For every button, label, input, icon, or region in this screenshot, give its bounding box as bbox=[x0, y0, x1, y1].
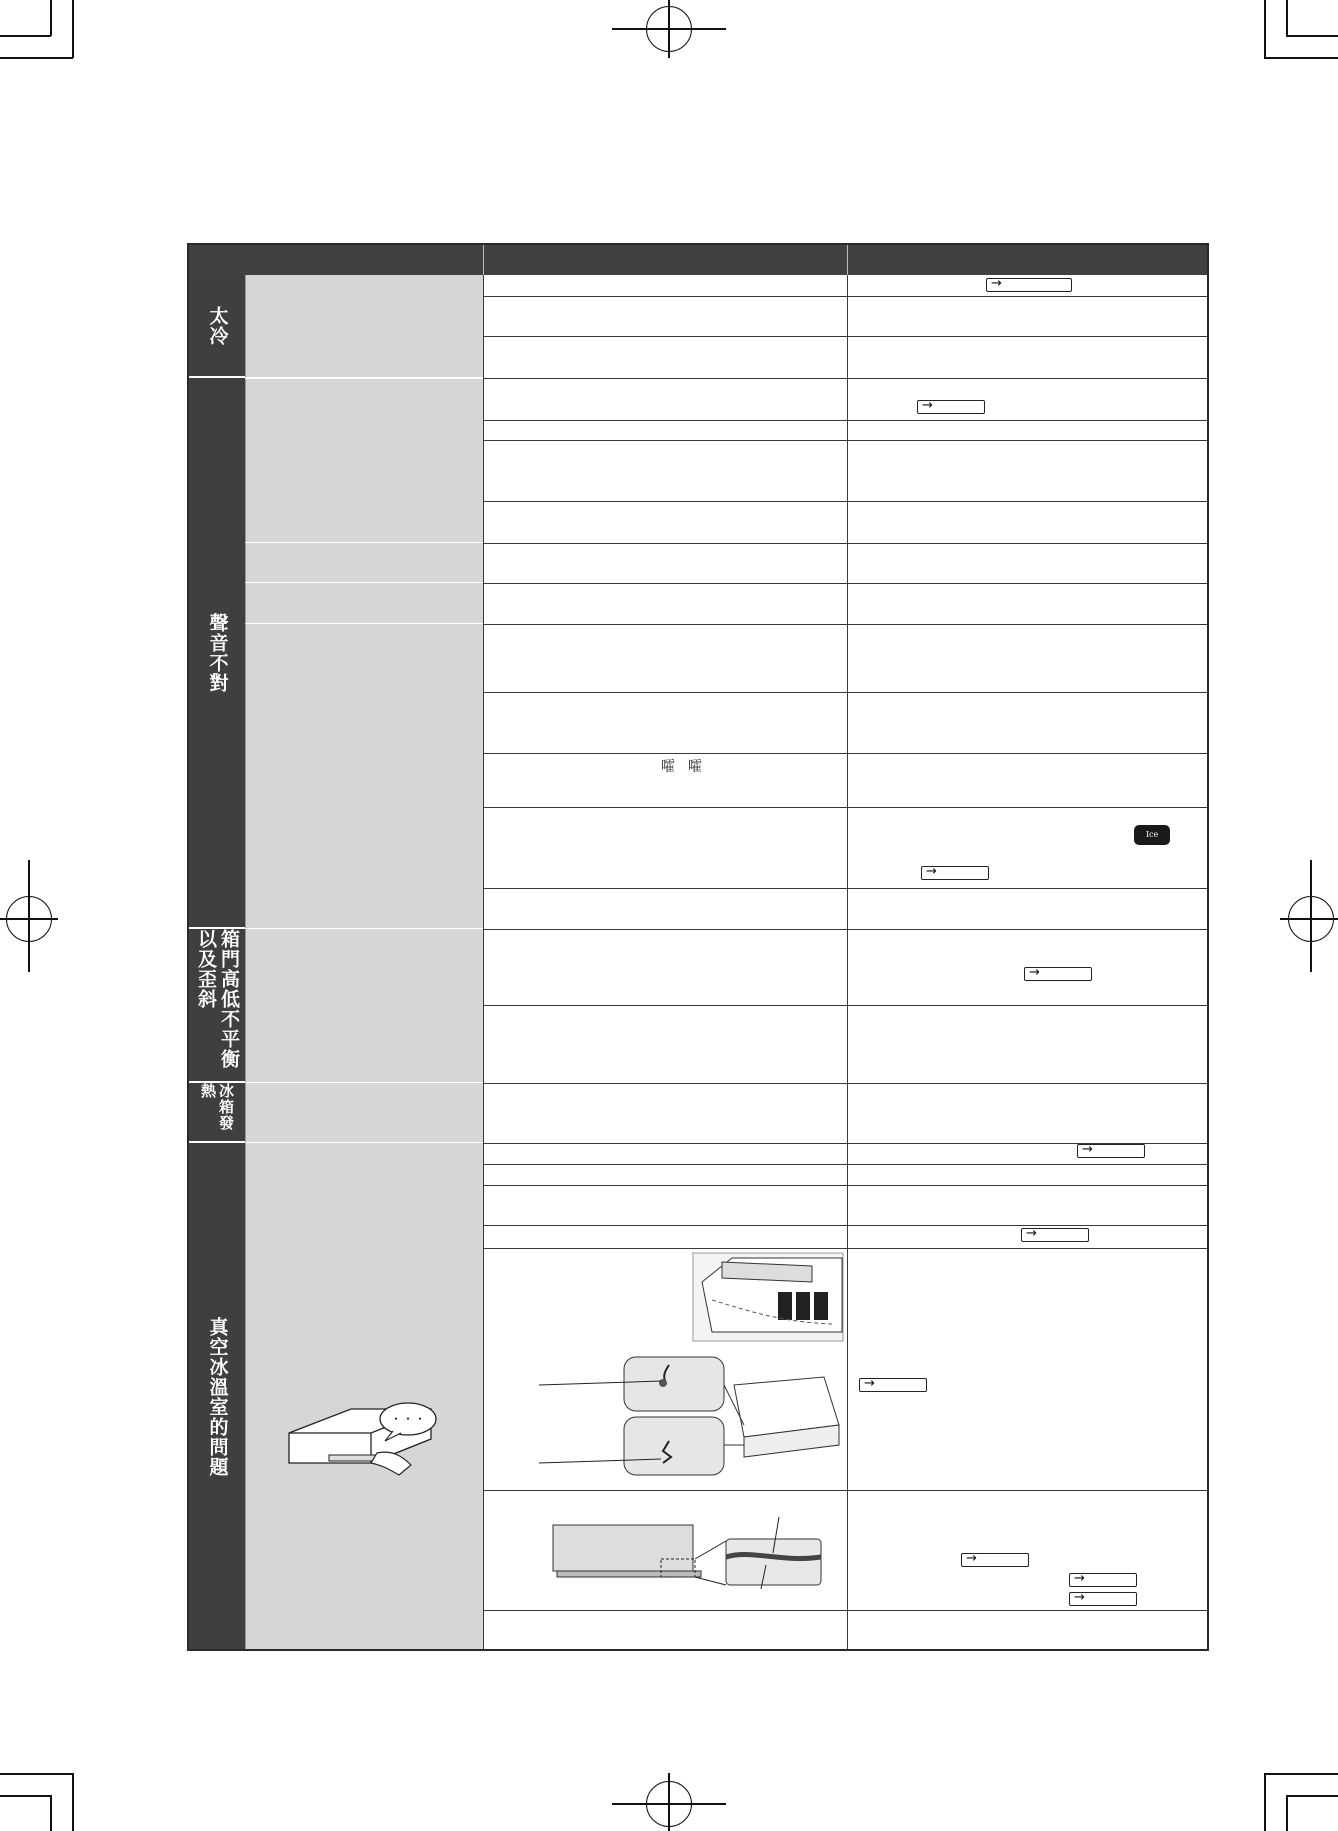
crop-mark bbox=[1264, 1773, 1266, 1831]
header-remedy bbox=[848, 245, 1209, 275]
crop-mark bbox=[72, 1773, 74, 1831]
page-reference bbox=[859, 1378, 927, 1392]
right-arrow-icon: → bbox=[1074, 1571, 1085, 1586]
symptom-cell bbox=[245, 275, 483, 378]
crop-mark bbox=[50, 0, 52, 36]
header-cause bbox=[484, 245, 847, 275]
page-reference bbox=[986, 278, 1072, 292]
crop-mark bbox=[1286, 1795, 1288, 1831]
speech-ellipsis: ・・・ bbox=[389, 1412, 427, 1426]
crop-mark bbox=[72, 0, 74, 58]
category-vacuum-chamber: 真空冰溫室的問題 bbox=[189, 1143, 245, 1651]
page-reference bbox=[1069, 1573, 1137, 1587]
page-reference bbox=[1021, 1228, 1089, 1242]
symptom-cell bbox=[245, 624, 483, 929]
right-arrow-icon: → bbox=[1026, 1226, 1037, 1241]
symptom-cell bbox=[245, 1083, 483, 1143]
right-arrow-icon: → bbox=[1082, 1142, 1093, 1157]
door-seal-closeup-illustration bbox=[551, 1513, 836, 1593]
page-reference bbox=[1077, 1144, 1145, 1158]
right-arrow-icon: → bbox=[966, 1551, 977, 1566]
crop-mark bbox=[0, 57, 73, 59]
category-noise: 聲音不對 bbox=[189, 378, 245, 929]
noise-glyph: 嚯 bbox=[661, 759, 675, 775]
page-reference bbox=[961, 1553, 1029, 1567]
category-fridge-heat: 冰箱發熱 bbox=[189, 1083, 245, 1143]
symptom-cell bbox=[245, 378, 483, 543]
page-reference bbox=[917, 400, 985, 414]
page-reference bbox=[921, 866, 989, 880]
header-symptom bbox=[189, 245, 483, 275]
crop-mark bbox=[0, 1795, 51, 1797]
right-arrow-icon: → bbox=[864, 1376, 875, 1391]
crop-mark bbox=[1264, 57, 1338, 59]
right-arrow-icon: → bbox=[922, 398, 933, 413]
crop-mark bbox=[1264, 0, 1266, 58]
symptom-cell bbox=[245, 543, 483, 583]
drawer-seal-illustration bbox=[539, 1355, 844, 1480]
right-arrow-icon: → bbox=[1074, 1590, 1085, 1605]
crop-mark bbox=[0, 35, 51, 37]
troubleshooting-table bbox=[187, 243, 1209, 1651]
category-too-cold: 太冷 bbox=[189, 275, 245, 378]
right-arrow-icon: → bbox=[1029, 965, 1040, 980]
crop-mark bbox=[50, 1795, 52, 1831]
crop-mark bbox=[0, 1773, 73, 1775]
right-arrow-icon: → bbox=[926, 864, 937, 879]
ice-maker-button-icon: Ice Maker bbox=[1134, 825, 1170, 845]
crop-mark bbox=[1286, 0, 1288, 36]
noise-glyph: 嚯 bbox=[688, 759, 702, 775]
crop-mark bbox=[1264, 1773, 1338, 1775]
drawer-interior-illustration bbox=[692, 1252, 844, 1342]
crop-mark bbox=[1286, 35, 1338, 37]
vacuum-drawer-illustration bbox=[281, 1395, 461, 1477]
right-arrow-icon: → bbox=[991, 276, 1002, 291]
page-reference bbox=[1024, 967, 1092, 981]
symptom-cell bbox=[245, 583, 483, 624]
crop-mark bbox=[1286, 1795, 1338, 1797]
page-reference bbox=[1069, 1592, 1137, 1606]
category-door-uneven: 箱門高低不平衡以及歪斜 bbox=[189, 929, 245, 1083]
symptom-cell bbox=[245, 929, 483, 1083]
